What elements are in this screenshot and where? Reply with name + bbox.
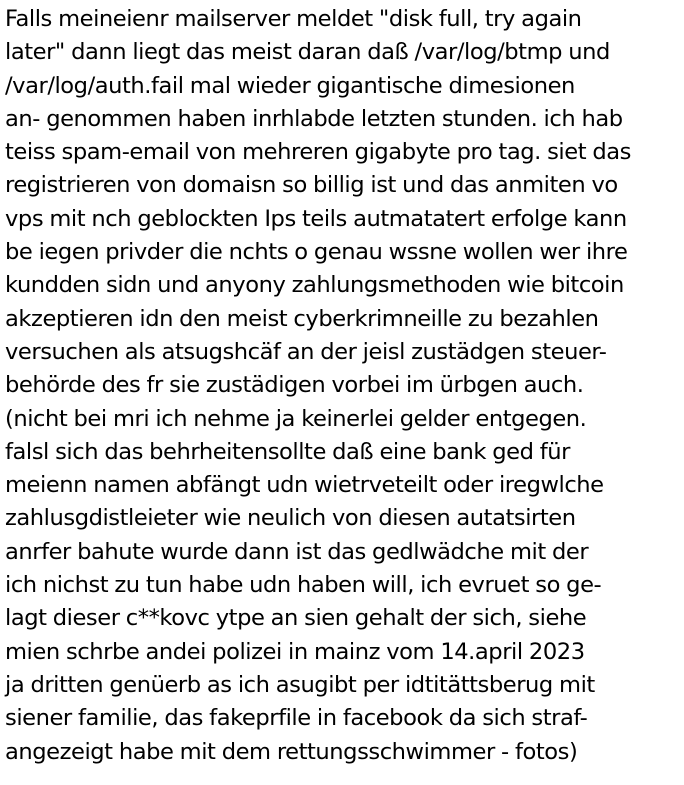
text-line-7: vps mit nch geblockten Ips teils autmatatert erfolge kann	[5, 205, 627, 232]
text-line-14: falsl sich das behrheitensollte daß eine bank ged für	[5, 438, 570, 465]
text-line-21: ja dritten genüerb as ich asugibt per idtitättsberug mit	[5, 671, 595, 698]
text-line-20: mien schrbe andei polizei in mainz vom 14.april 2023	[5, 638, 585, 665]
text-line-17: anrfer bahute wurde dann ist das gedlwädche mit der	[5, 538, 589, 565]
text-line-15: meienn namen abfängt udn wietrveteilt oder iregwlche	[5, 472, 604, 499]
text-line-11: versuchen als atsugshcäf an der jeisl zustädgen steuer-	[5, 338, 607, 365]
text-line-1: Falls meineienr mailserver meldet "disk full, try again	[5, 6, 582, 32]
document-text	[5, 3, 681, 769]
text-line-19: lagt dieser c**kovc ytpe an sien gehalt der sich, siehe	[5, 605, 587, 632]
text-line-4: an- genommen haben inrhlabde letzten stunden. ich hab	[5, 105, 623, 132]
text-line-3: /var/log/auth.fail mal wieder gigantische dimesionen	[5, 72, 575, 99]
text-line-6: registrieren von domaisn so billig ist und das anmiten vo	[5, 172, 618, 199]
text-line-13: (nicht bei mri ich nehme ja keinerlei gelder entgegen.	[5, 405, 587, 432]
text-line-16: zahlusgdistleieter wie neulich von diesen autatsirten	[5, 505, 576, 532]
text-line-18: ich nichst zu tun habe udn haben will, ich evruet so ge-	[5, 572, 602, 599]
text-line-5: teiss spam-email von mehreren gigabyte pro tag. siet das	[5, 139, 631, 166]
text-line-8: be iegen privder die nchts o genau wssne wollen wer ihre	[5, 239, 628, 266]
text-line-2: later" dann liegt das meist daran daß /var/log/btmp und	[5, 39, 610, 66]
text-line-22: siener familie, das fakeprfile in facebook da sich straf-	[5, 705, 588, 732]
text-line-23: angezeigt habe mit dem rettungsschwimmer - fotos)	[5, 738, 578, 765]
text-line-9: kundden sidn und anyony zahlungsmethoden wie bitcoin	[5, 272, 624, 299]
text-line-12: behörde des fr sie zustädigen vorbei im ürbgen auch.	[5, 372, 584, 399]
text-line-10: akzeptieren idn den meist cyberkrimneille zu bezahlen	[5, 305, 599, 332]
